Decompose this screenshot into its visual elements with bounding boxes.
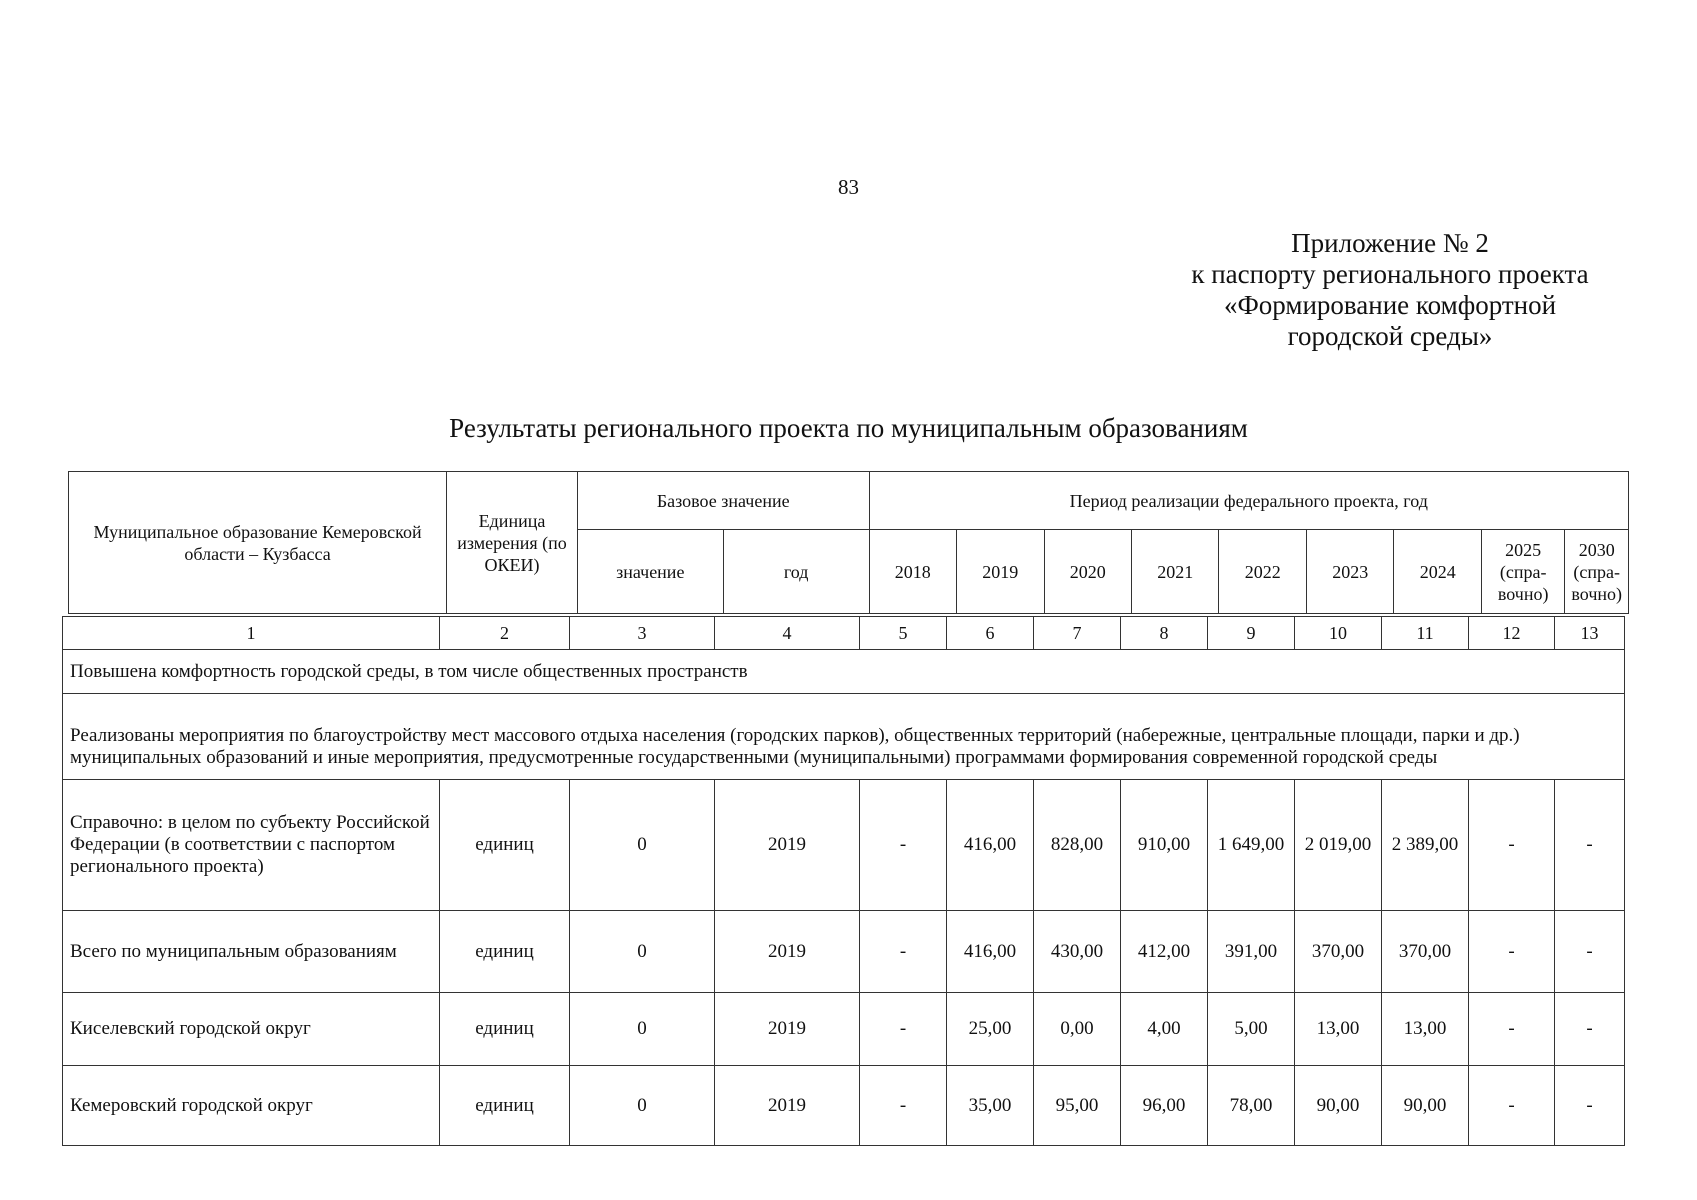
appendix-line: «Формирование комфортной: [1223, 290, 1557, 320]
header-value: значение: [577, 530, 723, 614]
appendix-line: городской среды»: [1287, 321, 1493, 351]
cell-2024: 370,00: [1382, 911, 1469, 993]
column-number: 11: [1382, 617, 1469, 650]
column-number: 12: [1469, 617, 1555, 650]
section-row: [63, 650, 1625, 694]
cell-2024: 13,00: [1382, 993, 1469, 1066]
cell-2025: -: [1469, 780, 1555, 911]
cell-2019: 35,00: [947, 1066, 1034, 1146]
row-base-year: 2019: [715, 993, 860, 1066]
column-number: 2: [440, 617, 570, 650]
header-year-2023: 2023: [1306, 530, 1393, 614]
column-number: 8: [1121, 617, 1208, 650]
cell-2023: 90,00: [1295, 1066, 1382, 1146]
cell-2030: -: [1555, 1066, 1625, 1146]
cell-2020: 95,00: [1034, 1066, 1121, 1146]
cell-2018: -: [860, 993, 947, 1066]
cell-2020: 430,00: [1034, 911, 1121, 993]
column-number: 7: [1034, 617, 1121, 650]
row-name: Киселевский городской округ: [63, 993, 440, 1066]
column-number: 13: [1555, 617, 1625, 650]
cell-2030: -: [1555, 911, 1625, 993]
header-year-2019: 2019: [957, 530, 1044, 614]
row-name: Справочно: в целом по субъекту Российской Федерации (в соответствии с паспортом регионального проекта): [63, 780, 440, 911]
cell-2021: 412,00: [1121, 911, 1208, 993]
document-title: Результаты регионального проекта по муниципальным образованиям: [449, 413, 1248, 443]
cell-2030: -: [1555, 780, 1625, 911]
column-number: 3: [570, 617, 715, 650]
cell-2022: 391,00: [1208, 911, 1295, 993]
header-municipality: Муниципальное образование Кемеровской области – Кузбасса: [69, 472, 447, 614]
header-unit: Единица измерения (по ОКЕИ): [447, 472, 578, 614]
table-row: [63, 1066, 1625, 1146]
header-year-2024: 2024: [1394, 530, 1481, 614]
row-base-year: 2019: [715, 780, 860, 911]
cell-2023: 370,00: [1295, 911, 1382, 993]
header-year-2020: 2020: [1044, 530, 1131, 614]
cell-2022: 78,00: [1208, 1066, 1295, 1146]
row-base-year: 2019: [715, 911, 860, 993]
section-goal: Повышена комфортность городской среды, в том числе общественных пространств: [63, 650, 1625, 694]
cell-2025: -: [1469, 911, 1555, 993]
cell-2030: -: [1555, 993, 1625, 1066]
column-number: 10: [1295, 617, 1382, 650]
cell-2022: 5,00: [1208, 993, 1295, 1066]
column-number: 6: [947, 617, 1034, 650]
table-row: [63, 780, 1625, 911]
cell-2024: 2 389,00: [1382, 780, 1469, 911]
cell-2018: -: [860, 911, 947, 993]
row-base-value: 0: [570, 911, 715, 993]
cell-2023: 13,00: [1295, 993, 1382, 1066]
table-row: [63, 911, 1625, 993]
column-number-row: [63, 617, 1625, 650]
column-number: 5: [860, 617, 947, 650]
cell-2020: 828,00: [1034, 780, 1121, 911]
cell-2018: -: [860, 780, 947, 911]
row-base-value: 0: [570, 993, 715, 1066]
cell-2019: 416,00: [947, 780, 1034, 911]
appendix-line: Приложение № 2: [1291, 228, 1489, 258]
column-number: 9: [1208, 617, 1295, 650]
header-period: Период реализации федерального проекта, год: [869, 472, 1628, 530]
column-number: 1: [63, 617, 440, 650]
row-unit: единиц: [440, 1066, 570, 1146]
appendix-heading: [1150, 228, 1630, 352]
row-base-year: 2019: [715, 1066, 860, 1146]
table-row: [63, 993, 1625, 1066]
cell-2023: 2 019,00: [1295, 780, 1382, 911]
row-base-value: 0: [570, 1066, 715, 1146]
table-header: [68, 471, 1629, 614]
cell-2019: 416,00: [947, 911, 1034, 993]
row-unit: единиц: [440, 993, 570, 1066]
cell-2022: 1 649,00: [1208, 780, 1295, 911]
cell-2025: -: [1469, 1066, 1555, 1146]
column-number: 4: [715, 617, 860, 650]
page-number: 83: [838, 175, 859, 199]
header-base-value: Базовое значение: [577, 472, 869, 530]
header-year-2030: 2030 (спра-вочно): [1565, 530, 1629, 614]
header-year-2021: 2021: [1132, 530, 1219, 614]
appendix-line: к паспорту регионального проекта: [1191, 259, 1589, 289]
header-year: год: [723, 530, 869, 614]
section-row: [63, 694, 1625, 780]
header-year-2022: 2022: [1219, 530, 1306, 614]
cell-2021: 4,00: [1121, 993, 1208, 1066]
results-table: [62, 616, 1625, 1146]
cell-2024: 90,00: [1382, 1066, 1469, 1146]
header-year-2018: 2018: [869, 530, 956, 614]
row-base-value: 0: [570, 780, 715, 911]
row-unit: единиц: [440, 780, 570, 911]
section-result: Реализованы мероприятия по благоустройству мест массового отдыха населения (городских парков), общественных территорий (набережные, центральные площади, парки и др.) муниципальных образований и иные мероприятия, предусмотренные государственными (муниципальными) программами формирования современной городской среды: [63, 694, 1625, 780]
cell-2025: -: [1469, 993, 1555, 1066]
row-name: Всего по муниципальным образованиям: [63, 911, 440, 993]
row-name: Кемеровский городской округ: [63, 1066, 440, 1146]
cell-2018: -: [860, 1066, 947, 1146]
cell-2021: 910,00: [1121, 780, 1208, 911]
cell-2019: 25,00: [947, 993, 1034, 1066]
cell-2020: 0,00: [1034, 993, 1121, 1066]
row-unit: единиц: [440, 911, 570, 993]
cell-2021: 96,00: [1121, 1066, 1208, 1146]
header-year-2025: 2025 (спра-вочно): [1481, 530, 1564, 614]
